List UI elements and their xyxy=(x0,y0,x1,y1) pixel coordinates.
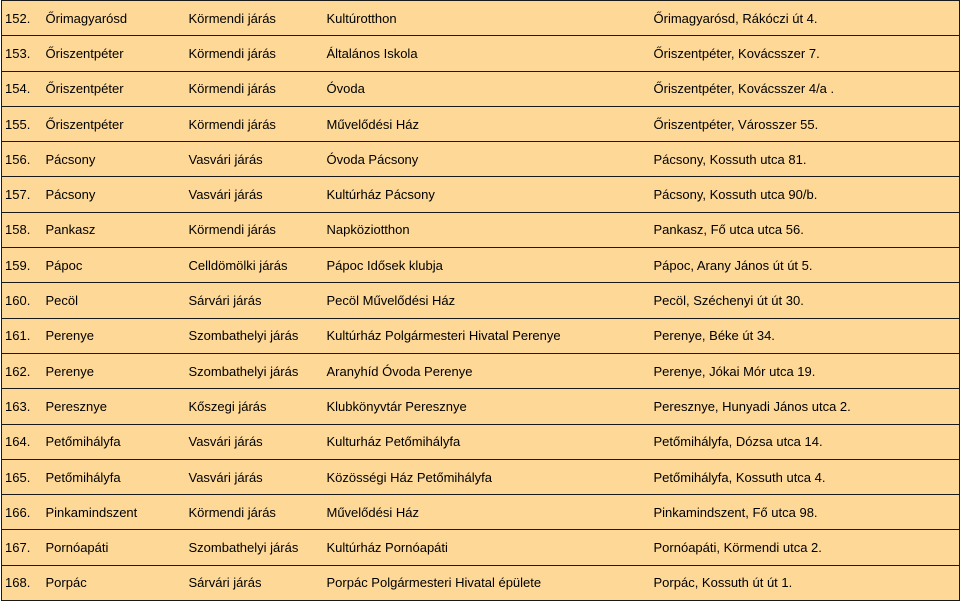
address-cell: Pinkamindszent, Fő utca 98. xyxy=(650,495,960,530)
address-cell: Pápoc, Arany János út út 5. xyxy=(650,248,960,283)
table-row xyxy=(2,283,960,318)
row-number-cell: 168. xyxy=(2,565,42,600)
district-cell: Celldömölki járás xyxy=(185,248,323,283)
address-cell: Őriszentpéter, Kovácsszer 4/a . xyxy=(650,71,960,106)
row-number-cell: 160. xyxy=(2,283,42,318)
district-cell: Szombathelyi járás xyxy=(185,530,323,565)
institution-cell: Napköziotthon xyxy=(323,212,650,247)
address-cell: Pornóapáti, Körmendi utca 2. xyxy=(650,530,960,565)
institution-cell: Pápoc Idősek klubja xyxy=(323,248,650,283)
table-row xyxy=(2,71,960,106)
town-cell: Porpác xyxy=(42,565,185,600)
table-row xyxy=(2,1,960,36)
town-cell: Őriszentpéter xyxy=(42,71,185,106)
district-cell: Körmendi járás xyxy=(185,212,323,247)
district-cell: Sárvári járás xyxy=(185,565,323,600)
table-row xyxy=(2,142,960,177)
district-cell: Vasvári járás xyxy=(185,459,323,494)
town-cell: Pecöl xyxy=(42,283,185,318)
district-cell: Körmendi járás xyxy=(185,1,323,36)
row-number-cell: 159. xyxy=(2,248,42,283)
district-cell: Szombathelyi járás xyxy=(185,353,323,388)
address-cell: Őriszentpéter, Városszer 55. xyxy=(650,106,960,141)
town-cell: Pinkamindszent xyxy=(42,495,185,530)
row-number-cell: 164. xyxy=(2,424,42,459)
district-cell: Vasvári járás xyxy=(185,142,323,177)
district-cell: Szombathelyi járás xyxy=(185,318,323,353)
town-cell: Pácsony xyxy=(42,177,185,212)
address-cell: Őrimagyarósd, Rákóczi út 4. xyxy=(650,1,960,36)
table-row xyxy=(2,389,960,424)
institution-cell: Művelődési Ház xyxy=(323,106,650,141)
institution-cell: Kultúrház Pornóapáti xyxy=(323,530,650,565)
institution-cell: Kultúrotthon xyxy=(323,1,650,36)
address-cell: Petőmihályfa, Kossuth utca 4. xyxy=(650,459,960,494)
table-row xyxy=(2,459,960,494)
town-cell: Pornóapáti xyxy=(42,530,185,565)
table-body xyxy=(2,1,960,601)
address-cell: Porpác, Kossuth út út 1. xyxy=(650,565,960,600)
town-cell: Petőmihályfa xyxy=(42,424,185,459)
district-cell: Vasvári járás xyxy=(185,177,323,212)
address-cell: Pácsony, Kossuth utca 81. xyxy=(650,142,960,177)
institution-cell: Közösségi Ház Petőmihályfa xyxy=(323,459,650,494)
table-row xyxy=(2,177,960,212)
institution-cell: Kulturház Petőmihályfa xyxy=(323,424,650,459)
district-cell: Kőszegi járás xyxy=(185,389,323,424)
institution-cell: Porpác Polgármesteri Hivatal épülete xyxy=(323,565,650,600)
address-cell: Pácsony, Kossuth utca 90/b. xyxy=(650,177,960,212)
row-number-cell: 154. xyxy=(2,71,42,106)
table-row xyxy=(2,530,960,565)
institution-cell: Óvoda xyxy=(323,71,650,106)
district-cell: Sárvári járás xyxy=(185,283,323,318)
town-cell: Perenye xyxy=(42,318,185,353)
table-row xyxy=(2,424,960,459)
address-cell: Perenye, Béke út 34. xyxy=(650,318,960,353)
address-cell: Perenye, Jókai Mór utca 19. xyxy=(650,353,960,388)
town-cell: Pankasz xyxy=(42,212,185,247)
town-cell: Őriszentpéter xyxy=(42,106,185,141)
row-number-cell: 153. xyxy=(2,36,42,71)
town-cell: Peresznye xyxy=(42,389,185,424)
town-cell: Őriszentpéter xyxy=(42,36,185,71)
row-number-cell: 156. xyxy=(2,142,42,177)
table-row xyxy=(2,495,960,530)
address-cell: Peresznye, Hunyadi János utca 2. xyxy=(650,389,960,424)
address-cell: Őriszentpéter, Kovácsszer 7. xyxy=(650,36,960,71)
town-cell: Petőmihályfa xyxy=(42,459,185,494)
town-cell: Pácsony xyxy=(42,142,185,177)
table-row xyxy=(2,248,960,283)
row-number-cell: 166. xyxy=(2,495,42,530)
address-cell: Petőmihályfa, Dózsa utca 14. xyxy=(650,424,960,459)
row-number-cell: 157. xyxy=(2,177,42,212)
institution-cell: Általános Iskola xyxy=(323,36,650,71)
institution-cell: Óvoda Pácsony xyxy=(323,142,650,177)
row-number-cell: 152. xyxy=(2,1,42,36)
table-row xyxy=(2,318,960,353)
row-number-cell: 167. xyxy=(2,530,42,565)
district-cell: Körmendi járás xyxy=(185,106,323,141)
row-number-cell: 161. xyxy=(2,318,42,353)
table-row xyxy=(2,36,960,71)
table-row xyxy=(2,106,960,141)
district-cell: Körmendi járás xyxy=(185,36,323,71)
row-number-cell: 155. xyxy=(2,106,42,141)
table-row xyxy=(2,353,960,388)
row-number-cell: 163. xyxy=(2,389,42,424)
town-cell: Perenye xyxy=(42,353,185,388)
institution-cell: Kultúrház Polgármesteri Hivatal Perenye xyxy=(323,318,650,353)
district-cell: Körmendi járás xyxy=(185,495,323,530)
row-number-cell: 162. xyxy=(2,353,42,388)
institution-cell: Pecöl Művelődési Ház xyxy=(323,283,650,318)
institution-cell: Művelődési Ház xyxy=(323,495,650,530)
table-row xyxy=(2,212,960,247)
row-number-cell: 165. xyxy=(2,459,42,494)
institution-cell: Kultúrház Pácsony xyxy=(323,177,650,212)
table-row xyxy=(2,565,960,600)
district-cell: Vasvári járás xyxy=(185,424,323,459)
district-cell: Körmendi járás xyxy=(185,71,323,106)
institution-cell: Aranyhíd Óvoda Perenye xyxy=(323,353,650,388)
institution-cell: Klubkönyvtár Peresznye xyxy=(323,389,650,424)
town-cell: Őrimagyarósd xyxy=(42,1,185,36)
address-cell: Pecöl, Széchenyi út út 30. xyxy=(650,283,960,318)
town-cell: Pápoc xyxy=(42,248,185,283)
row-number-cell: 158. xyxy=(2,212,42,247)
institutions-table xyxy=(1,0,960,601)
address-cell: Pankasz, Fő utca utca 56. xyxy=(650,212,960,247)
